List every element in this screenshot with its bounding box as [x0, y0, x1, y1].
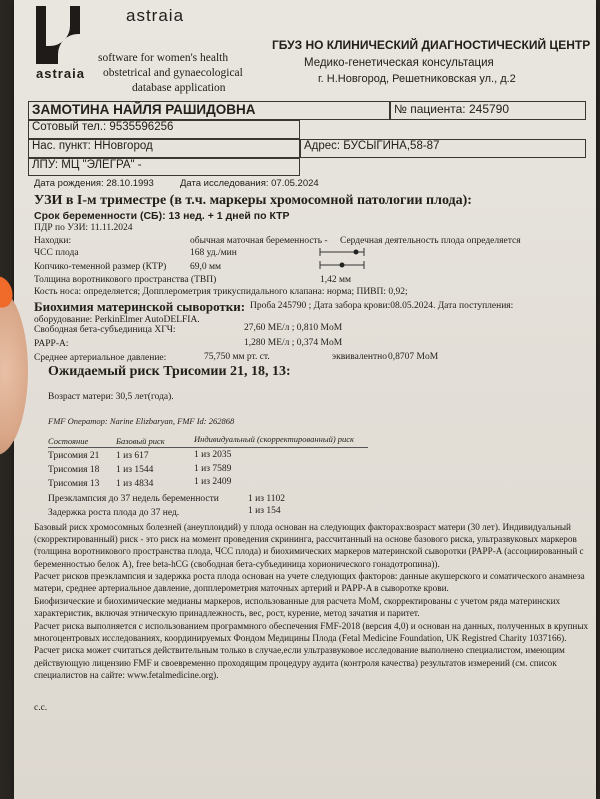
row-base-t13: 1 из 4834 — [116, 479, 154, 489]
org-address: г. Н.Новгород, Решетниковская ул., д.2 — [318, 73, 516, 85]
patient-id: 245790 — [468, 102, 510, 116]
row-condition-t21: Трисомия 21 — [48, 451, 100, 461]
note-software: Расчет риска выполняется с использованием программного обеспечения FMF-2018 (версия 4,0) и основан на данных, полученных в крупных многоцентровых исследованиях, координируемых Фондом Медицины Плода (Fetal Medicine Foundation, UK Registred Charity 1037166). Расчет риска может считаться действительным только в случае,если ультразвуковое исследование выполнено специалистом, имеющим действующую лицензию FMF и своевременно проходящим процедуру аудита (контроля качества) результатов измерений (см. список специалистов на сайте: www.fetalmedicine.org). — [34, 621, 589, 680]
uzi-pdr: ПДР по УЗИ: 11.11.2024 — [34, 223, 133, 233]
nose-bone: Кость носа: определяется; Допплерометрия трикуспидального клапана: норма; ПИВП: 0,92; — [34, 287, 408, 297]
org-name: ГБУЗ НО КЛИНИЧЕСКИЙ ДИАГНОСТИЧЕСКИЙ ЦЕНТР — [272, 38, 591, 52]
patient-id-box — [390, 101, 586, 120]
report-paper — [14, 0, 596, 799]
findings-extra: Сердечная деятельность плода определяется — [340, 236, 521, 246]
hr-label: ЧСС плода — [34, 248, 79, 258]
patient-id-label: № пациента: — [394, 102, 466, 116]
astraia-logo-icon — [36, 6, 80, 64]
findings-value: обычная маточная беременность - — [190, 236, 328, 246]
exam-date: Дата исследования: 07.05.2024 — [180, 178, 319, 189]
patient-address: Адрес: БУСЫГИНА,58-87 — [300, 139, 586, 158]
patient-city: Нас. пункт: ННовгород — [28, 139, 300, 158]
preeclampsia-label: Преэклампсия до 37 недель беременности — [48, 494, 219, 504]
map-label: Среднее артериальное давление: — [34, 353, 167, 363]
biochem-equipment: оборудование: PerkinElmer AutoDELFIA. — [34, 315, 200, 325]
tagline-2: obstetrical and gynaecological — [103, 67, 243, 79]
preeclampsia-value: 1 из 1102 — [248, 494, 285, 504]
row-individual-t18: 1 из 7589 — [194, 464, 232, 474]
patient-lpu: ЛПУ: МЦ "ЭЛЕГРА" - — [28, 158, 300, 176]
col-condition: Состояние — [48, 436, 89, 446]
percentile-marker-icon — [318, 246, 368, 270]
brand-name: astraia — [126, 6, 185, 25]
fgr-value: 1 из 154 — [248, 506, 281, 516]
hr-value: 168 уд./мин — [190, 248, 237, 258]
org-department: Медико-генетическая консультация — [304, 57, 494, 69]
patient-dob: Дата рождения: 28.10.1993 — [34, 178, 154, 189]
papp-value: 1,280 МЕ/л ; 0,374 MoM — [244, 338, 343, 348]
note-base-risk: Базовый риск хромосомных болезней (анеуплоидий) у плода основан на следующих факторах:возраст матери (30 лет). Индивидуальный (скорректированный) риск - это риск на момент проведения скрининга, рассчитанный на основе базового риска, ультразвуковых маркеров (толщина воротникового пространства плода, ЧСС плода) и биохимических маркеров материнской сыворотки (PAPP-A (ассоциированный с беременностью белок А), free beta-hCG (свободная бета-субъединица хорионического гонадотропина)). — [34, 522, 584, 569]
biochem-title: Биохимия материнской сыворотки: — [34, 299, 246, 314]
note-medians: Биофизические и биохимические медианы маркеров, использованные для расчета MoM, скорректированы с учетом ряда материнских характеристик, включая этническую принадлежность, вес, рост, курение, метод зачатия и паритет. — [34, 596, 561, 619]
map-equiv: эквивалентно — [332, 352, 387, 362]
map-mom: 0,8707 MoM — [388, 352, 439, 362]
risk-title: Ожидаемый риск Трисомии 21, 18, 13: — [48, 364, 291, 379]
hcg-value: 27,60 МЕ/л ; 0,810 MoM — [244, 323, 343, 333]
row-condition-t13: Трисомия 13 — [48, 479, 100, 489]
row-base-t21: 1 из 617 — [116, 451, 149, 461]
papp-label: PAPP-A: — [34, 339, 69, 349]
note-preeclampsia: Расчет рисков преэклампсия и задержка роста плода основан на учете следующих факторов: данные акушерского и соматического анамнеза матери, среднее артериальное давление, допплерометрия маточных артерий и PAPP-A в сыворотке крови. — [34, 571, 585, 594]
uzi-title: УЗИ в I-м триместре (в т.ч. маркеры хромосомной патологии плода): — [34, 193, 472, 208]
hcg-label: Свободная бета-субъединица ХГЧ: — [34, 325, 176, 335]
row-individual-t21: 1 из 2035 — [194, 450, 232, 460]
map-value: 75,750 мм рт. ст. — [204, 352, 270, 362]
row-individual-t13: 1 из 2409 — [194, 477, 232, 487]
patient-name: ЗАМОТИНА НАЙЛЯ РАШИДОВНА — [28, 101, 390, 120]
tagline-3: database application — [132, 82, 226, 94]
uzi-term: Срок беременности (СБ): 13 нед. + 1 дней по КТР — [34, 210, 290, 222]
maternal-age: Возраст матери: 30,5 лет(года). — [48, 392, 174, 402]
patient-phone: Сотовый тел.: 9535596256 — [28, 120, 300, 139]
col-individual: Индивидуальный (скорректированный) риск — [194, 434, 355, 444]
tvp-label: Толщина воротникового пространства (ТВП) — [34, 275, 217, 285]
ktr-value: 69,0 мм — [190, 262, 222, 272]
logo-word: astraia — [36, 66, 85, 81]
findings-label: Находки: — [34, 236, 72, 246]
fgr-label: Задержка роста плода до 37 нед. — [48, 508, 180, 518]
ktr-label: Копчико-теменной размер (КТР) — [34, 262, 167, 272]
col-base: Базовый риск — [116, 436, 165, 446]
fmf-operator: FMF Оператор: Narine Elizbaryan, FMF Id: 262868 — [48, 416, 235, 426]
table-divider — [48, 447, 368, 448]
row-base-t18: 1 из 1544 — [116, 465, 154, 475]
tagline-1: software for women's health — [98, 52, 229, 64]
tvp-value: 1,42 мм — [320, 275, 352, 285]
signature-cc: с.с. — [34, 703, 48, 713]
biochem-meta: Проба 245790 ; Дата забора крови:08.05.2024. Дата поступления: — [250, 301, 514, 311]
row-condition-t18: Трисомия 18 — [48, 465, 100, 475]
